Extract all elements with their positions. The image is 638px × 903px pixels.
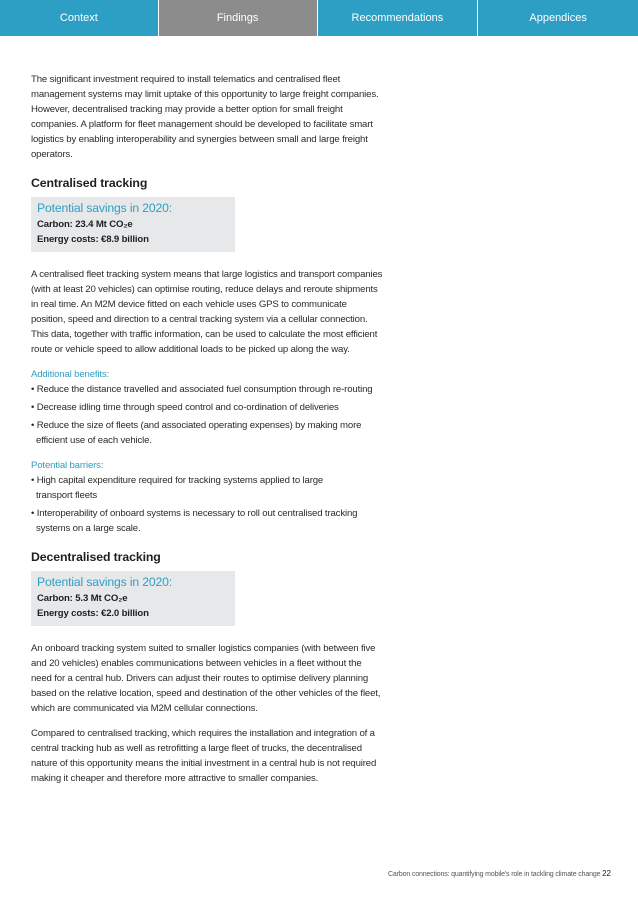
- energy-savings: Energy costs: €8.9 billion: [37, 234, 149, 245]
- carbon-savings: Carbon: 23.4 Mt CO₂e: [37, 219, 133, 230]
- savings-title: Potential savings in 2020:: [37, 201, 172, 215]
- page-footer: [388, 869, 610, 878]
- energy-savings: Energy costs: €2.0 billion: [37, 608, 149, 619]
- tab-recommendations[interactable]: Recommendations: [318, 0, 478, 36]
- tab-context[interactable]: Context: [0, 0, 158, 36]
- list-item: • Interoperability of onboard systems is necessary to roll out centralised tracking systems on a large scale.: [31, 508, 358, 534]
- savings-title: Potential savings in 2020:: [37, 575, 172, 589]
- benefits-title: Additional benefits:: [31, 369, 110, 380]
- decentralised-body-2: Compared to centralised tracking, which requires the installation and integration of a central tracking hub as well as retrofitting a large fleet of trucks, the decentralised nature of this opportunity means the initial investment in a central hub is not required making it cheaper and therefore more attractive to smaller companies.: [31, 728, 377, 784]
- list-item: • Reduce the distance travelled and associated fuel consumption through re-routing: [31, 384, 373, 395]
- centralised-heading: Centralised tracking: [31, 176, 148, 190]
- list-item: • Decrease idling time through speed control and co-ordination of deliveries: [31, 402, 339, 413]
- top-navigation: [0, 0, 638, 36]
- carbon-savings: Carbon: 5.3 Mt CO₂e: [37, 593, 128, 604]
- tab-appendices[interactable]: Appendices: [478, 0, 638, 36]
- decentralised-heading: Decentralised tracking: [31, 550, 161, 564]
- centralised-body: A centralised fleet tracking system means that large logistics and transport companies (with at least 20 vehicles) can optimise routing, reduce delays and reroute shipments in real time. An M2M device fitted on each vehicle uses GPS to communicate position, speed and direction to a central tracking system via a cellular connection. This data, together with traffic information, can be used to calculate the most efficient route or vehicle speed to allow additional loads to be picked up along the way.: [31, 269, 383, 355]
- decentralised-body-1: An onboard tracking system suited to smaller logistics companies (with between five and 20 vehicles) enables communications between vehicles in a fleet without the need for a central hub. Drivers can adjust their routes to optimise delivery planning based on the relative location, speed and destination of the other vehicles of the fleet, which are communicated via M2M cellular connections.: [31, 643, 381, 714]
- page-content: [31, 72, 383, 786]
- tab-findings[interactable]: Findings: [159, 0, 317, 36]
- page-number: 22: [602, 869, 611, 878]
- list-item: • High capital expenditure required for tracking systems applied to large transport fleets: [31, 475, 324, 501]
- list-item: • Reduce the size of fleets (and associated operating expenses) by making more efficient use of each vehicle.: [31, 420, 362, 446]
- footer-text: Carbon connections: quantifying mobile's role in tackling climate change: [388, 871, 601, 878]
- intro-paragraph: The significant investment required to install telematics and centralised fleet management systems may limit uptake of this opportunity to large freight companies. However, decentralised tracking may provide a better option for small freight companies. A platform for fleet management should be developed to facilitate smart logistics by enabling interoperability and synergies between small and large freight operators.: [31, 74, 379, 160]
- decentralised-savings-box: [31, 571, 235, 626]
- centralised-savings-box: [31, 197, 235, 252]
- barriers-title: Potential barriers:: [31, 460, 104, 471]
